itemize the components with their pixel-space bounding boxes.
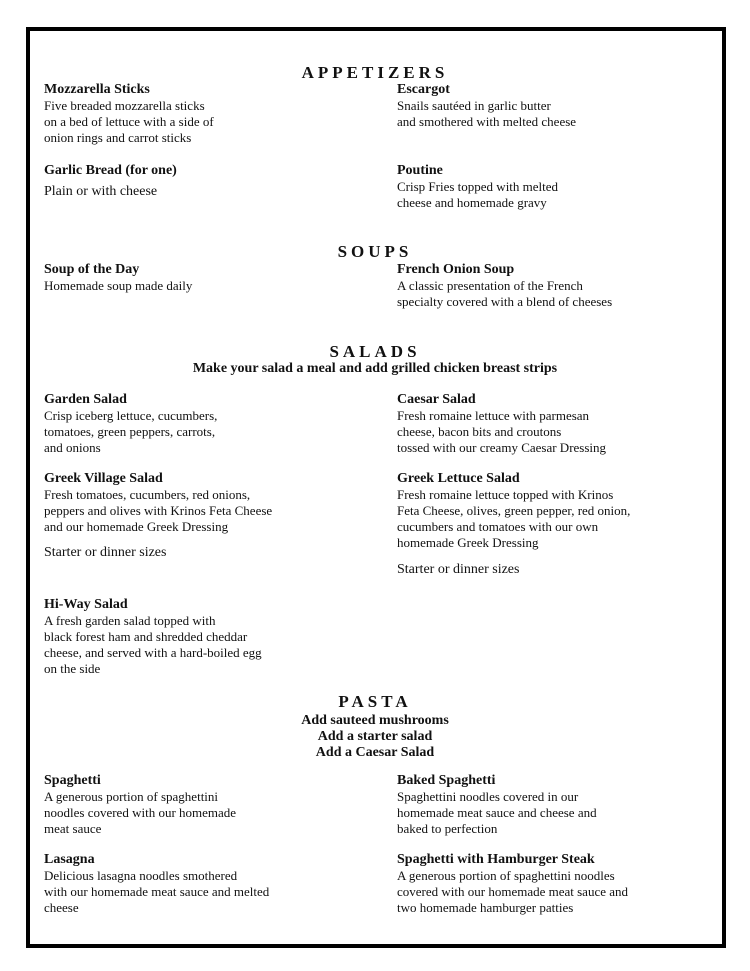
item-description: Fresh tomatoes, cucumbers, red onions, peppers and olives with Krinos Feta Cheese and our homemade Greek Dressing (44, 487, 273, 534)
menu-item-greek-village-salad (44, 471, 374, 535)
item-name: Spaghetti (44, 773, 101, 788)
item-name: Lasagna (44, 852, 95, 867)
item-description: A fresh garden salad topped with black forest ham and shredded cheddar cheese, and served with a hard-boiled egg on the side (44, 613, 262, 676)
item-name: Escargot (397, 82, 450, 97)
item-description: Crisp iceberg lettuce, cucumbers, tomatoes, green peppers, carrots, and onions (44, 408, 218, 455)
menu-item-baked-spaghetti (397, 773, 697, 837)
menu-item-escargot (397, 82, 697, 130)
pasta-addon: Add a starter salad (317, 729, 433, 744)
item-description: A classic presentation of the French specialty covered with a blend of cheeses (397, 278, 613, 309)
item-name: Greek Lettuce Salad (397, 471, 520, 486)
item-description: A generous portion of spaghettini noodles covered with our homemade meat sauce and two homemade hamburger patties (397, 868, 629, 915)
item-description: Fresh romaine lettuce with parmesan cheese, bacon bits and croutons tossed with our creamy Caesar Dressing (397, 408, 607, 455)
soups-heading: SOUPS (337, 242, 413, 261)
menu-item-french-onion-soup (397, 262, 697, 310)
item-name: Caesar Salad (397, 392, 476, 407)
pasta-heading: PASTA (338, 692, 412, 711)
item-name: Poutine (397, 163, 443, 178)
appetizers-heading: APPETIZERS (301, 63, 449, 82)
item-description: Homemade soup made daily (44, 278, 193, 293)
greek-village-size-note: Starter or dinner sizes (44, 545, 167, 560)
menu-item-spaghetti-with-hamburger-steak (397, 852, 712, 916)
menu-item-hi-way-salad (44, 597, 364, 677)
item-description: A generous portion of spaghettini noodles covered with our homemade meat sauce (44, 789, 237, 836)
menu-item-garlic-bread (44, 163, 344, 179)
item-name: Baked Spaghetti (397, 773, 496, 788)
item-name: Soup of the Day (44, 262, 140, 277)
item-name: Garlic Bread (for one) (44, 163, 177, 178)
menu-item-caesar-salad (397, 392, 717, 456)
item-description: Fresh romaine lettuce topped with Krinos Feta Cheese, olives, green pepper, red onion, cucumbers and tomatoes with our own homemade Greek Dressing (397, 487, 631, 550)
item-description: Spaghettini noodles covered in our homemade meat sauce and cheese and baked to perfection (397, 789, 597, 836)
menu-item-poutine (397, 163, 697, 211)
item-name: Mozzarella Sticks (44, 82, 150, 97)
item-name: Hi-Way Salad (44, 597, 128, 612)
item-name: Spaghetti with Hamburger Steak (397, 852, 595, 867)
item-description: Five breaded mozzarella sticks on a bed of lettuce with a side of onion rings and carrot sticks (44, 98, 214, 145)
item-name: Garden Salad (44, 392, 127, 407)
menu-item-greek-lettuce-salad (397, 471, 717, 551)
garlic-bread-note: Plain or with cheese (44, 184, 158, 199)
pasta-addon: Add a Caesar Salad (315, 745, 435, 760)
greek-lettuce-size-note: Starter or dinner sizes (397, 562, 520, 577)
salads-heading: SALADS (329, 342, 421, 361)
item-name: Greek Village Salad (44, 471, 163, 486)
pasta-addon: Add sauteed mushrooms (301, 713, 449, 728)
menu-item-garden-salad (44, 392, 344, 456)
item-description: Snails sautéed in garlic butter and smothered with melted cheese (397, 98, 577, 129)
menu-item-lasagna (44, 852, 364, 916)
menu-item-soup-of-the-day (44, 262, 344, 294)
item-description: Crisp Fries topped with melted cheese and homemade gravy (397, 179, 559, 210)
item-description: Delicious lasagna noodles smothered with our homemade meat sauce and melted cheese (44, 868, 270, 915)
menu-item-mozzarella-sticks (44, 82, 344, 146)
menu-item-spaghetti (44, 773, 344, 837)
item-name: French Onion Soup (397, 262, 515, 277)
salads-subheading: Make your salad a meal and add grilled chicken breast strips (192, 361, 558, 376)
